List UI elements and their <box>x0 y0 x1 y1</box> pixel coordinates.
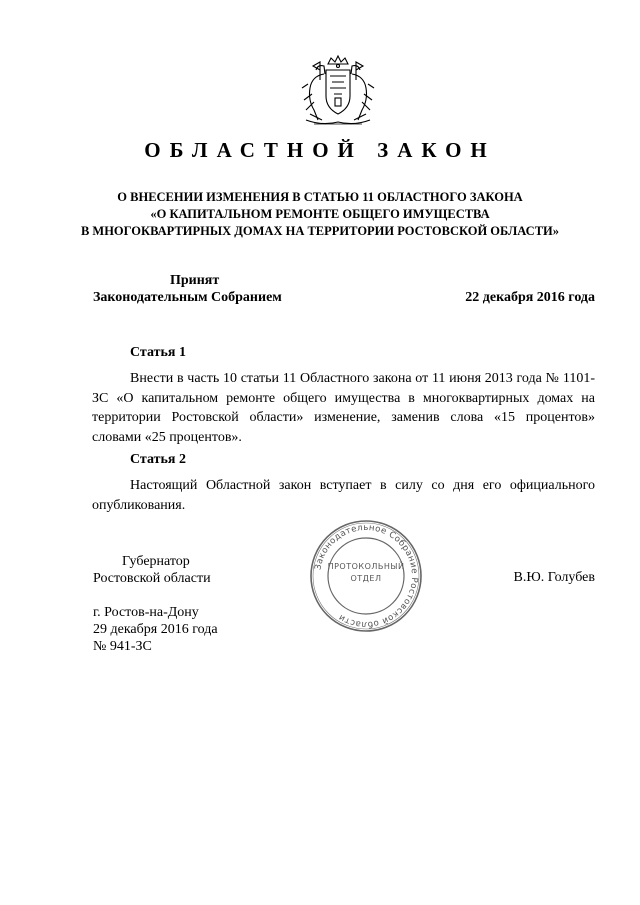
stamp-inner-line: ОТДЕЛ <box>350 574 382 583</box>
adopted-label: Принят <box>170 273 220 288</box>
article-2-text: Настоящий Областной закон вступает в силу со дня его официального опубликования. <box>92 478 595 513</box>
law-title-line: В МНОГОКВАРТИРНЫХ ДОМАХ НА ТЕРРИТОРИИ РОСТОВСКОЙ ОБЛАСТИ» <box>80 224 560 238</box>
signatory-role: Губернатор <box>122 554 190 569</box>
stamp-inner-line: ПРОТОКОЛЬНЫЙ <box>327 562 405 571</box>
coat-of-arms-icon <box>298 54 378 130</box>
signing-place-block <box>93 604 218 655</box>
stamp-ring-text: Законодательное Собрание Ростовской области <box>313 522 420 630</box>
law-title-line: «О КАПИТАЛЬНОМ РЕМОНТЕ ОБЩЕГО ИМУЩЕСТВА <box>150 207 490 221</box>
signing-city: г. Ростов-на-Дону <box>93 605 199 620</box>
signatory-region: Ростовской области <box>93 571 211 586</box>
adopted-by: Законодательным Собранием <box>93 290 282 305</box>
signing-date: 29 декабря 2016 года <box>93 622 218 637</box>
law-type-heading: ОБЛАСТНОЙ ЗАКОН <box>144 138 496 162</box>
law-title <box>60 189 580 240</box>
law-number: № 941-ЗС <box>93 639 152 654</box>
law-title-line: О ВНЕСЕНИИ ИЗМЕНЕНИЯ В СТАТЬЮ 11 ОБЛАСТНОГО ЗАКОНА <box>117 190 523 204</box>
signatory-name: В.Ю. Голубев <box>513 570 595 585</box>
article-1-text: Внести в часть 10 статьи 11 Областного закона от 11 июня 2013 года № 1101-ЗС «О капитальном ремонте общего имущества в многоквартирных домах на территории Ростовской области» изменение, заменив слова «15 процентов» словами «25 процентов». <box>92 371 595 445</box>
stamp-inner-text <box>324 561 408 585</box>
article-1-heading: Статья 1 <box>130 345 186 360</box>
adoption-date: 22 декабря 2016 года <box>465 290 595 305</box>
article-2-heading: Статья 2 <box>130 452 186 467</box>
